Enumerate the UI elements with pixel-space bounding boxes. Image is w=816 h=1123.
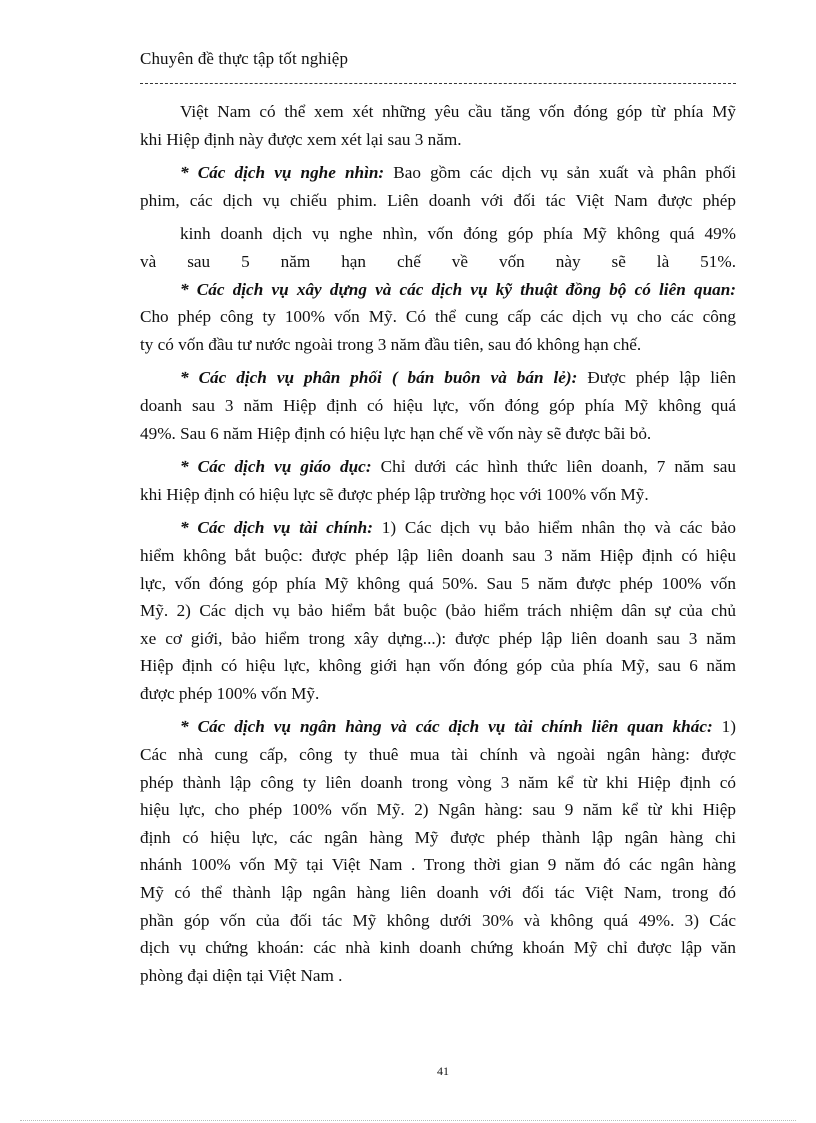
text-line: Hiệp định có hiệu lực, không giới hạn vốn đóng góp của phía Mỹ, sau 6 năm xyxy=(140,656,736,676)
text-line: nhánh 100% vốn Mỹ tại Việt Nam . Trong thời gian 9 năm đó các ngân hàng xyxy=(140,855,736,875)
text-line: phép thành lập công ty liên doanh trong vòng 3 năm kể từ khi Hiệp định có xyxy=(140,772,736,792)
header-divider xyxy=(140,83,736,84)
section-heading: * Các dịch vụ ngân hàng và các dịch vụ tài chính liên quan khác: xyxy=(180,717,713,737)
text-line: xe cơ giới, bảo hiểm trong xây dựng...): được phép lập liên doanh sau 3 năm xyxy=(140,628,736,648)
paragraph xyxy=(140,713,736,989)
paragraph xyxy=(140,364,736,447)
paragraph xyxy=(140,159,736,214)
paragraph xyxy=(140,220,736,275)
text-line: dịch vụ chứng khoán: các nhà kinh doanh chứng khoán Mỹ chỉ được lập văn xyxy=(140,938,736,958)
text-line: phòng đại diện tại Việt Nam . xyxy=(140,965,343,985)
text-line: phim, các dịch vụ chiếu phim. Liên doanh với đối tác Việt Nam được phép xyxy=(140,190,736,210)
section-heading: * Các dịch vụ xây dựng và các dịch vụ kỹ thuật đồng bộ có liên quan: xyxy=(180,279,736,299)
text-line: * Các dịch vụ tài chính: 1) Các dịch vụ bảo hiểm nhân thọ và các bảo xyxy=(180,518,736,538)
text-line: ty có vốn đầu tư nước ngoài trong 3 năm đầu tiên, sau đó không hạn chế. xyxy=(140,334,642,354)
text-line: * Các dịch vụ nghe nhìn: Bao gồm các dịch vụ sản xuất và phân phối xyxy=(180,163,736,183)
text-line: * Các dịch vụ phân phối ( bán buôn và bán lẻ): Được phép lập liên xyxy=(180,368,736,388)
text-line xyxy=(140,276,736,304)
paragraph xyxy=(140,98,736,153)
text-line: 49%. Sau 6 năm Hiệp định có hiệu lực hạn chế về vốn này sẽ được bãi bỏ. xyxy=(140,423,652,443)
section-heading: * Các dịch vụ nghe nhìn: xyxy=(180,163,385,183)
text-line: kinh doanh dịch vụ nghe nhìn, vốn đóng góp phía Mỹ không quá 49% xyxy=(180,224,736,244)
page-number: 41 xyxy=(437,1064,449,1078)
text-line: phần góp vốn của đối tác Mỹ không dưới 30% và không quá 49%. 3) Các xyxy=(140,910,736,930)
text-line: hiểm không bắt buộc: được phép lập liên doanh sau 3 năm Hiệp định có hiệu xyxy=(140,545,736,565)
text-line: Mỹ. 2) Các dịch vụ bảo hiểm bắt buộc (bảo hiểm trách nhiệm dân sự của chủ xyxy=(140,601,736,621)
text-line: lực, vốn đóng góp phía Mỹ không quá 50%. Sau 5 năm được phép 100% vốn xyxy=(140,573,736,593)
text-line: * Các dịch vụ giáo dục: Chỉ dưới các hình thức liên doanh, 7 năm sau xyxy=(180,457,736,477)
text-line: Các nhà cung cấp, công ty thuê mua tài chính và ngoài ngân hàng: được xyxy=(140,745,736,765)
text-line: định có hiệu lực, các ngân hàng Mỹ được phép thành lập ngân hàng chi xyxy=(140,827,736,847)
footer-divider xyxy=(20,1120,796,1121)
text-line: doanh sau 3 năm Hiệp định có hiệu lực, vốn đóng góp phía Mỹ không quá xyxy=(140,395,736,415)
text-line: được phép 100% vốn Mỹ. xyxy=(140,683,320,703)
paragraph xyxy=(140,276,736,359)
text-line: Mỹ có thể thành lập ngân hàng liên doanh với đối tác Việt Nam, trong đó xyxy=(140,883,736,903)
paragraph xyxy=(140,453,736,508)
text-line: * Các dịch vụ ngân hàng và các dịch vụ tài chính liên quan khác: 1) xyxy=(180,717,736,737)
text-line: khi Hiệp định này được xem xét lại sau 3 năm. xyxy=(140,129,462,149)
section-heading: * Các dịch vụ phân phối ( bán buôn và bán lẻ): xyxy=(180,368,578,388)
text-line: khi Hiệp định có hiệu lực sẽ được phép lập trường học với 100% vốn Mỹ. xyxy=(140,484,649,504)
paragraph xyxy=(140,514,736,707)
section-heading: * Các dịch vụ giáo dục: xyxy=(180,457,372,477)
text-line: Việt Nam có thể xem xét những yêu cầu tăng vốn đóng góp từ phía Mỹ xyxy=(180,102,736,121)
text-line: và sau 5 năm hạn chế về vốn này sẽ là 51%. xyxy=(140,251,736,271)
section-heading: * Các dịch vụ tài chính: xyxy=(180,518,373,538)
running-header: Chuyên đề thực tập tốt nghiệp xyxy=(140,49,349,68)
text-line: Cho phép công ty 100% vốn Mỹ. Có thể cung cấp các dịch vụ cho các công xyxy=(140,307,736,327)
document-body xyxy=(140,98,736,989)
text-line: hiệu lực, cho phép 100% vốn Mỹ. 2) Ngân hàng: sau 9 năm kể từ khi Hiệp xyxy=(140,800,736,820)
